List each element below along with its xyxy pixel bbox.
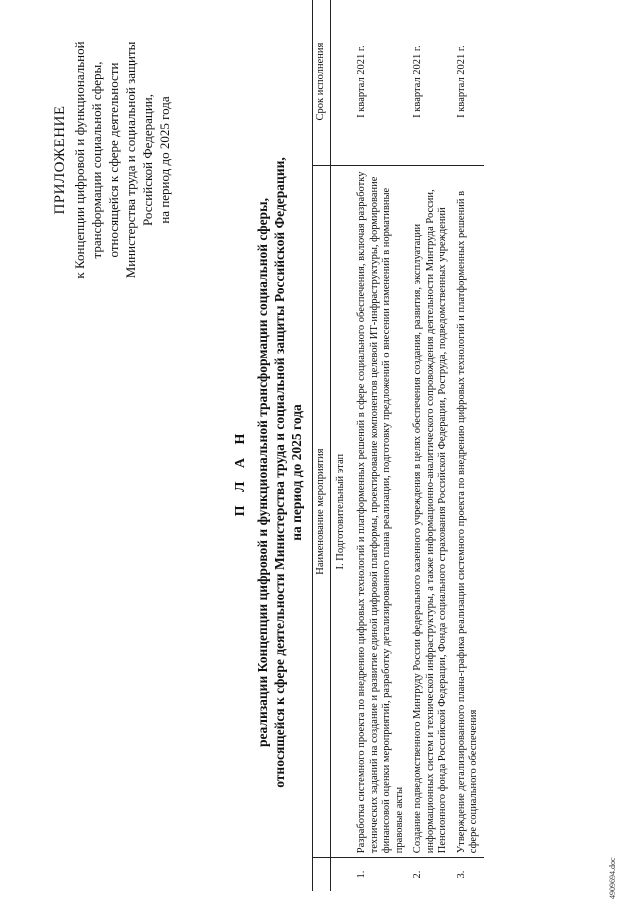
row-text: Утверждение детализированного плана-графика реализации системного проекта по внедрению цифровых технологий и платформенных решений в сфере социального обеспечения — [455, 190, 479, 854]
row-text: Разработка системного проекта по внедрению цифровых технологий и платформенных решений в сфере социального обеспечения, включая разработку технических заданий на создание и развитие единой цифровой платформы, проектирование компонентов целевой ИТ-инфраструктуры, формирование финансовой оценки мероприятий, разработку детализированного плана реализации, подготовку предложений о внесении изменений в нормативные правовые акты — [356, 171, 405, 854]
row-number: 1. — [353, 858, 409, 891]
stage-row — [330, 0, 353, 891]
appendix-line: Российской Федерации, — [140, 94, 155, 226]
appendix-title: ПРИЛОЖЕНИЕ — [52, 105, 68, 215]
table-row — [409, 0, 453, 891]
stage-title: I. Подготовительный этап — [334, 453, 346, 570]
row-text: Создание подведомственного Минтруду России федерального казенного учреждения в целях обеспечения создания, развития, эксплуатации информационных систем и технической инфраструктуры, а также информационно-аналитического сопровождения деятельности Минтруда России, Пенсионного фонда Российской Федерации, Фонда социального страхования Российской Федерации, Роструда, подведомственных учреждений — [412, 189, 448, 854]
table-header-row — [313, 0, 331, 891]
appendix-line: трансформации социальной сферы, — [89, 61, 104, 259]
appendix-line: относящейся к сфере деятельности — [106, 62, 121, 258]
header-num-cell — [313, 858, 331, 891]
plan-subtitle-line: реализации Концепции цифровой и функциональной трансформации социальной сферы, — [255, 198, 270, 747]
row-number: 2. — [409, 858, 453, 891]
plan-title: П Л А Н — [233, 428, 248, 517]
header-term-cell: Срок исполнения — [313, 0, 331, 166]
plan-table — [312, 0, 484, 891]
table-row — [353, 0, 409, 891]
table-row — [453, 0, 484, 891]
plan-subtitle-line: относящейся к сфере деятельности Министерства труда и социальной защиты Российской Федерации, — [272, 157, 287, 788]
row-term: I квартал 2021 г. — [353, 0, 409, 166]
plan-subtitle-line: на период до 2025 года — [289, 404, 304, 541]
row-term: I квартал 2021 г. — [453, 0, 484, 166]
appendix-block — [52, 25, 173, 295]
stage-term-cell — [330, 0, 353, 166]
document-code: 4909694.doc — [608, 857, 617, 899]
appendix-line: Министерства труда и социальной защиты — [123, 41, 138, 279]
plan-title-block — [232, 60, 305, 885]
row-number: 3. — [453, 858, 484, 891]
stage-num-cell — [330, 858, 353, 891]
header-name-cell: Наименование мероприятия — [313, 166, 331, 858]
appendix-line: к Концепции цифровой и функциональной — [72, 41, 87, 279]
row-term: I квартал 2021 г. — [409, 0, 453, 166]
appendix-line: на период до 2025 года — [157, 96, 172, 224]
